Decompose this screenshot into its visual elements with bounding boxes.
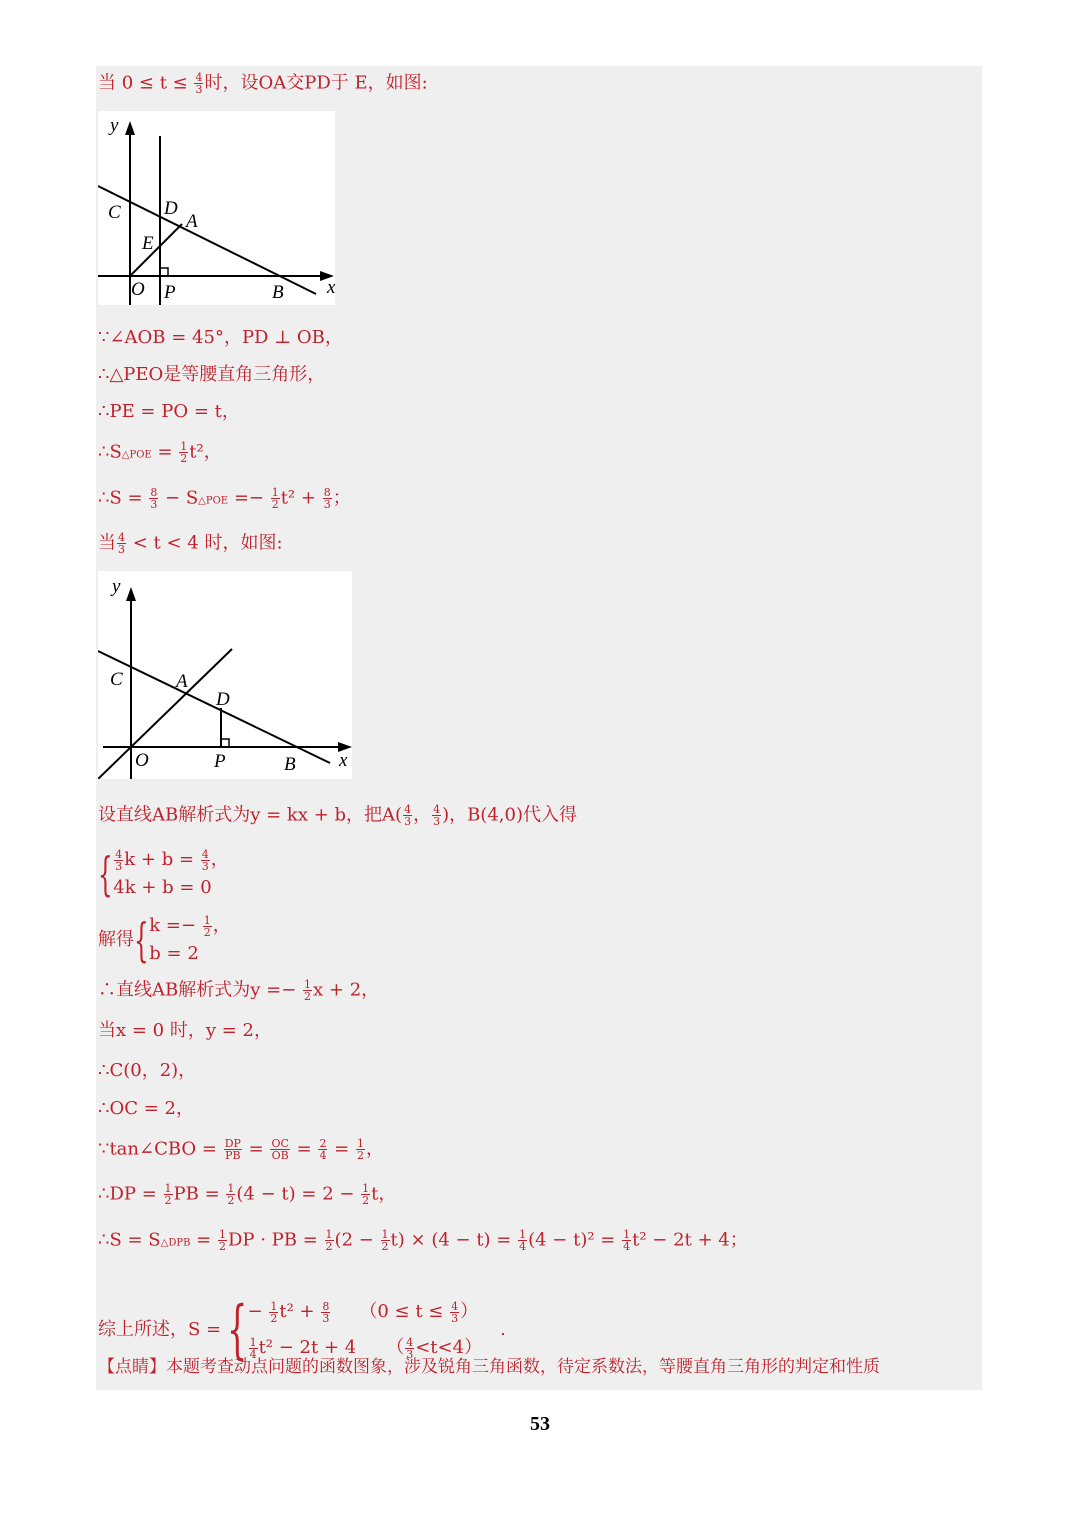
label-y: y xyxy=(112,576,121,597)
label-D: D xyxy=(164,198,178,219)
solution-system: 解得{ k =− $\frac{1}{2}$ ， b = 2 xyxy=(98,913,231,967)
label-B: B xyxy=(272,282,284,303)
label-x: x xyxy=(339,750,348,771)
label-x: x xyxy=(327,277,335,298)
line-dp: ∴DP = $\frac{1}{2}$ PB = $\frac{1}{2}$ (4 − t) = 2 − $\frac{1}{2}$ t， xyxy=(98,1182,397,1207)
label-A: A xyxy=(186,211,198,232)
line-oc: ∴OC = 2， xyxy=(98,1098,194,1119)
label-B: B xyxy=(284,754,296,775)
line-tan: ∵tan∠CBO = $\frac{DP}{PB}$ = $\frac{OC}{OB}$ = $\frac{2}{4}$ = $\frac{1}{2}$ ， xyxy=(98,1137,384,1162)
label-E: E xyxy=(142,233,154,254)
line-pe-po: ∴PE = PO = t， xyxy=(98,401,240,422)
label-C: C xyxy=(108,202,121,223)
label-O: O xyxy=(131,279,145,300)
line-s-case1: ∴S = $\frac{8}{3}$ − S△POE =− $\frac{1}{2}$ t² + $\frac{8}{3}$ ； xyxy=(98,486,351,511)
label-P: P xyxy=(164,282,176,303)
line-reason-angle: ∵∠AOB = 45°，PD ⊥ OB， xyxy=(98,327,343,348)
fraction-4-3: $\frac{4}{3}$ xyxy=(195,71,203,96)
line-isosceles: ∴△PEO是等腰直角三角形， xyxy=(98,364,326,385)
equation-system: { $\frac{4}{3}$ k + b = $\frac{4}{3}$ ， 4k + b = 0 xyxy=(98,847,229,901)
label-O: O xyxy=(135,750,149,771)
note-dianjing: 【点睛】本题考查动点问题的函数图象，涉及锐角三角函数，待定系数法，等腰直角三角形的判定和性质 xyxy=(98,1357,880,1377)
summary-piecewise: 综上所述，S = { − $\frac{1}{2}$ t² + $\frac{8}{3}$ （0 ≤ t ≤ $\frac{4}{3}$ ） $\frac{1}{4}$ t² − 2t + 4 （ $\frac{4}{3}$ <t<4） . xyxy=(98,1293,506,1367)
label-D: D xyxy=(216,689,230,710)
label-A: A xyxy=(176,671,188,692)
line-set-ab: 设直线AB解析式为y = kx + b，把A( $\frac{4}{3}$ ， $\frac{4}{3}$ )，B(4,0)代入得 xyxy=(98,803,577,828)
line-case1-condition: 当 0 ≤ t ≤ $\frac{4}{3}$ 时，设OA交PD于 E，如图: xyxy=(98,71,428,96)
figure-case2 xyxy=(98,571,352,779)
label-P: P xyxy=(214,751,226,772)
line-case2-condition: 当 $\frac{4}{3}$ < t < 4 时，如图: xyxy=(98,531,283,556)
line-x-zero: 当x = 0 时，y = 2， xyxy=(98,1020,272,1041)
line-s-case2: ∴S = S△DPB = $\frac{1}{2}$ DP · PB = $\frac{1}{2}$ (2 − $\frac{1}{2}$ t) × (4 − t) = $\frac{1}{4}$ (4 − t)² = $\frac{1}{4}$ t² − 2t + 4； xyxy=(98,1228,748,1253)
page-number: 53 xyxy=(530,1413,550,1435)
line-point-c: ∴C(0，2)， xyxy=(98,1060,197,1081)
label-y: y xyxy=(110,115,119,136)
label-C: C xyxy=(110,669,123,690)
figure-case1 xyxy=(98,111,335,305)
line-ab-expression: ∴直线AB解析式为y =− $\frac{1}{2}$ x + 2， xyxy=(98,978,380,1003)
line-area-poe: ∴S△POE = $\frac{1}{2}$ t²， xyxy=(98,440,222,465)
